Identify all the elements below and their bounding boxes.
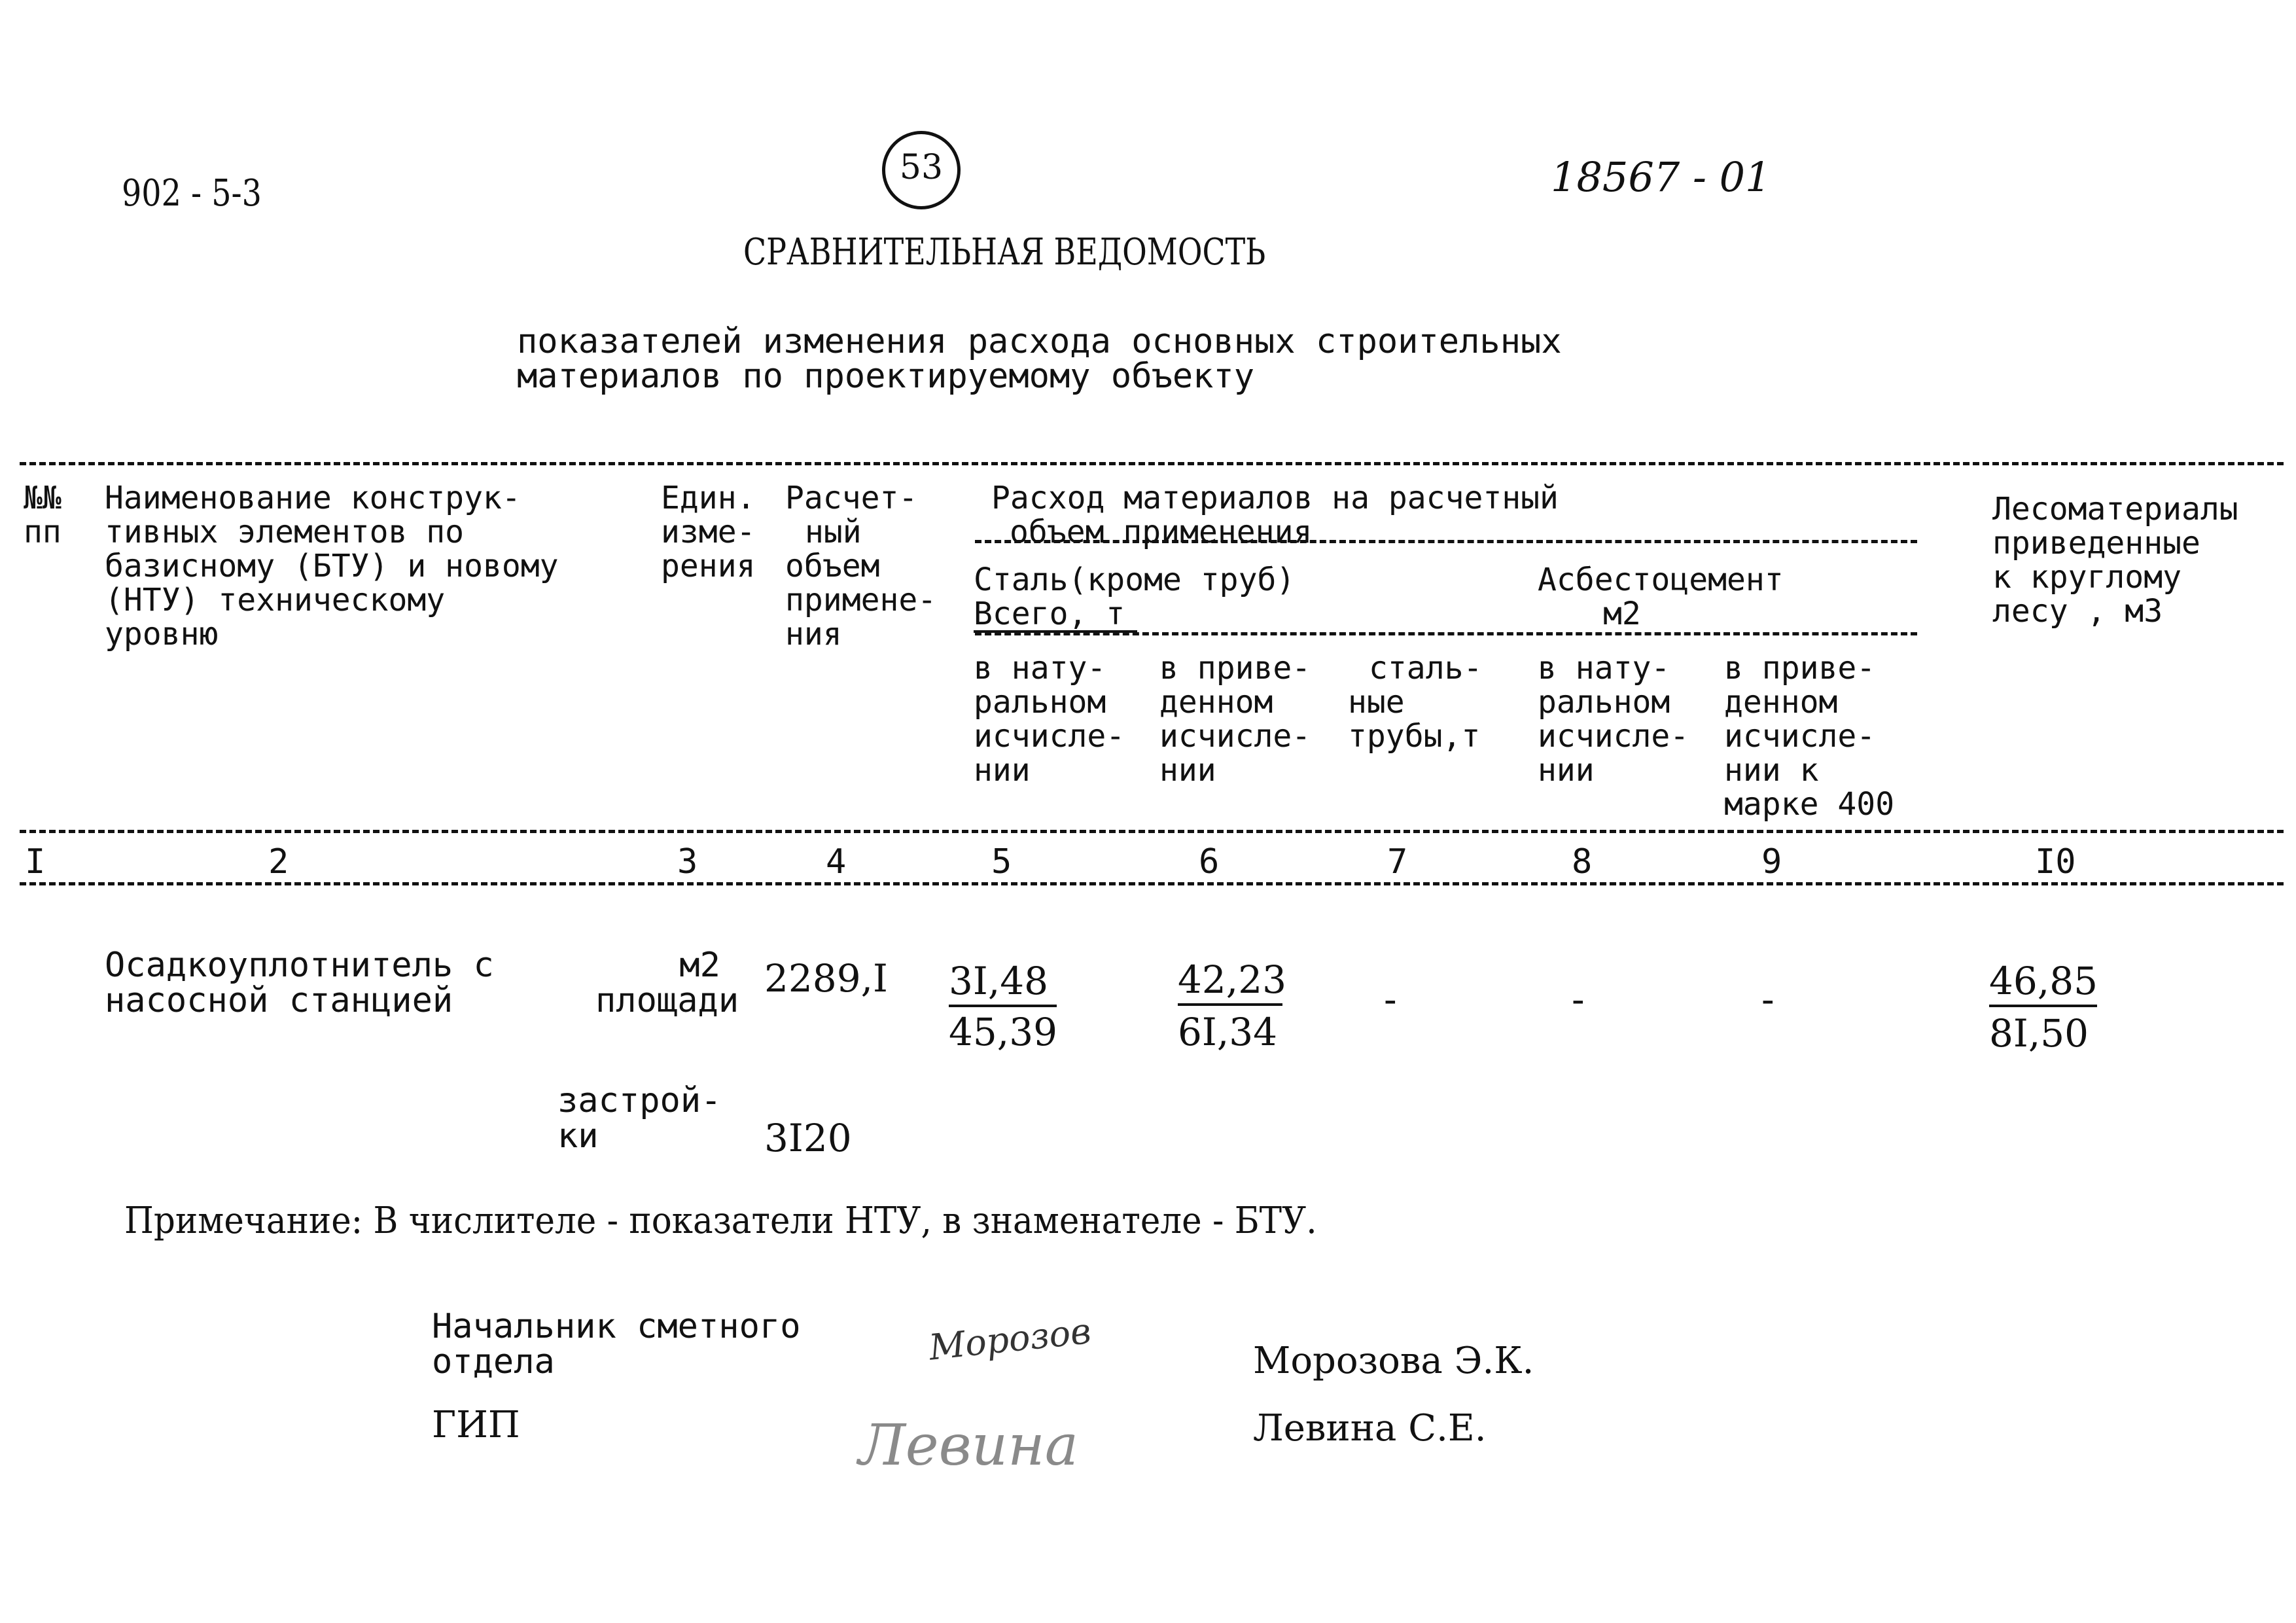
header-text: ные <box>1348 684 1405 721</box>
header-text: исчисле- <box>1538 718 1689 755</box>
row2-unit <box>557 1083 721 1154</box>
cell-text: застрой- <box>557 1081 722 1120</box>
sheet-number: 53 <box>899 148 944 187</box>
gip-signature-scribble: Левина <box>858 1413 1079 1478</box>
c6-fraction-bar <box>1178 1003 1282 1006</box>
header-text: денном <box>1159 684 1273 721</box>
column-number-6: 6 <box>1199 842 1220 882</box>
header-text: ральном <box>974 684 1106 721</box>
header-text: Расчет- <box>785 480 918 516</box>
cell-text: ки <box>557 1116 599 1156</box>
header-text: в нату- <box>1538 650 1670 687</box>
row-c5-numerator: 3I,48 <box>949 959 1049 1003</box>
row-c5-denominator: 45,39 <box>949 1010 1058 1054</box>
document-title: СРАВНИТЕЛЬНАЯ ВЕДОМОСТЬ <box>743 231 1266 274</box>
header-text: Расход материалов на расчетный <box>991 480 1559 516</box>
numbers-bottom-rule <box>20 882 2284 885</box>
column-number-10: I0 <box>2035 842 2076 882</box>
header-text: трубы,т <box>1348 718 1481 755</box>
header-text: №№ <box>24 480 62 516</box>
column-number-9: 9 <box>1761 842 1782 882</box>
header-col-9 <box>1724 651 1894 821</box>
header-col-number <box>24 481 62 549</box>
row-c10-numerator: 46,85 <box>1989 959 2098 1003</box>
header-asbestos-group <box>1538 563 1784 631</box>
row-unit <box>595 948 739 1018</box>
header-text: пп <box>24 514 62 550</box>
header-text: в приве- <box>1724 650 1876 687</box>
column-number-4: 4 <box>826 842 847 882</box>
header-text: ный <box>805 514 862 550</box>
header-text: (НТУ) техническому <box>105 582 446 618</box>
header-text: приведенные <box>1992 525 2200 562</box>
cell-text: насосной станцией <box>105 981 453 1020</box>
header-text: Сталь(кроме труб) <box>974 562 1296 598</box>
column-number-3: 3 <box>677 842 698 882</box>
header-text: изме- <box>661 514 756 550</box>
header-text: лесу , м3 <box>1992 593 2163 630</box>
steel-total-underline <box>974 630 1137 633</box>
chief-title <box>432 1309 801 1380</box>
chief-name: Морозова Э.К. <box>1253 1340 1534 1382</box>
row-name <box>105 948 494 1018</box>
header-col-5 <box>974 651 1125 787</box>
header-text: м2 <box>1603 596 1641 632</box>
c10-fraction-bar <box>1989 1005 2097 1007</box>
header-text: объем <box>785 548 880 584</box>
header-col-10 <box>1992 492 2238 628</box>
header-col-unit <box>661 481 756 583</box>
signature-title-text: Начальник сметного <box>432 1307 801 1346</box>
header-text: примене- <box>785 582 937 618</box>
chief-signature-scribble: Морозов <box>927 1310 1093 1368</box>
header-text: денном <box>1724 684 1838 721</box>
header-col-7 <box>1348 651 1482 753</box>
header-text: в приве- <box>1159 650 1311 687</box>
cell-text: площади <box>595 981 739 1020</box>
row-c6-numerator: 42,23 <box>1178 957 1287 1002</box>
row-c10-denominator: 8I,50 <box>1989 1011 2089 1056</box>
cell-text: м2 <box>679 946 720 985</box>
header-col-volume <box>785 481 936 651</box>
row-c7: - <box>1384 977 1397 1022</box>
header-text: исчисле- <box>1724 718 1876 755</box>
header-text: нии к <box>1724 752 1819 789</box>
row-volume: 2289,I <box>764 956 888 1001</box>
header-text: ральном <box>1538 684 1670 721</box>
header-text: Всего, т <box>974 596 1125 632</box>
column-number-5: 5 <box>991 842 1012 882</box>
header-bottom-rule <box>20 830 2284 833</box>
gip-name: Левина С.Е. <box>1253 1407 1487 1450</box>
archive-number: 18567 - 01 <box>1551 153 1771 201</box>
header-text: уровню <box>105 616 219 652</box>
subtitle-line-2: материалов по проектируемому объекту <box>517 357 1255 396</box>
c5-fraction-bar <box>949 1005 1057 1007</box>
row-c9: - <box>1761 977 1775 1022</box>
document-code: 902 - 5-3 <box>122 172 262 215</box>
header-group-title <box>991 481 1559 549</box>
header-text: Асбестоцемент <box>1538 562 1784 598</box>
column-number-8: 8 <box>1572 842 1593 882</box>
header-text: исчисле- <box>974 718 1125 755</box>
header-text: тивных элементов по <box>105 514 465 550</box>
gip-title: ГИП <box>432 1404 520 1446</box>
column-number-7: 7 <box>1387 842 1408 882</box>
signature-title-text: отдела <box>432 1342 555 1382</box>
header-text: нии <box>1538 752 1595 789</box>
column-number-1: I <box>25 842 46 882</box>
subtitle-line-1: показателей изменения расхода основных строительных <box>517 322 1562 361</box>
header-text: объем применения <box>1010 514 1313 550</box>
row-c6-denominator: 6I,34 <box>1178 1010 1278 1054</box>
header-text: сталь- <box>1369 650 1483 687</box>
header-text: базисному (БТУ) и новому <box>105 548 559 584</box>
header-text: марке 400 <box>1724 786 1895 823</box>
table-top-rule <box>20 462 2284 465</box>
cell-text: Осадкоуплотнитель с <box>105 946 494 985</box>
column-number-2: 2 <box>268 842 289 882</box>
header-text: к круглому <box>1992 559 2181 596</box>
header-text: ния <box>785 616 842 652</box>
row-c8: - <box>1572 977 1585 1022</box>
row2-volume: 3I20 <box>764 1116 852 1160</box>
header-col-6 <box>1159 651 1311 787</box>
header-steel-group <box>974 563 1295 631</box>
header-text: Наименование конструк- <box>105 480 521 516</box>
footnote: Примечание: В числителе - показатели НТУ, в знаменателе - БТУ. <box>124 1200 1317 1242</box>
header-text: нии <box>974 752 1031 789</box>
header-text: нии <box>1159 752 1216 789</box>
gip-signature <box>851 1400 1125 1492</box>
header-text: Лесоматериалы <box>1992 491 2238 527</box>
header-text: Един. <box>661 480 756 516</box>
header-col-name <box>105 481 559 651</box>
chief-signature <box>923 1302 1158 1381</box>
header-text: в нату- <box>974 650 1106 687</box>
header-text: исчисле- <box>1159 718 1311 755</box>
header-col-8 <box>1538 651 1689 787</box>
header-text: рения <box>661 548 756 584</box>
